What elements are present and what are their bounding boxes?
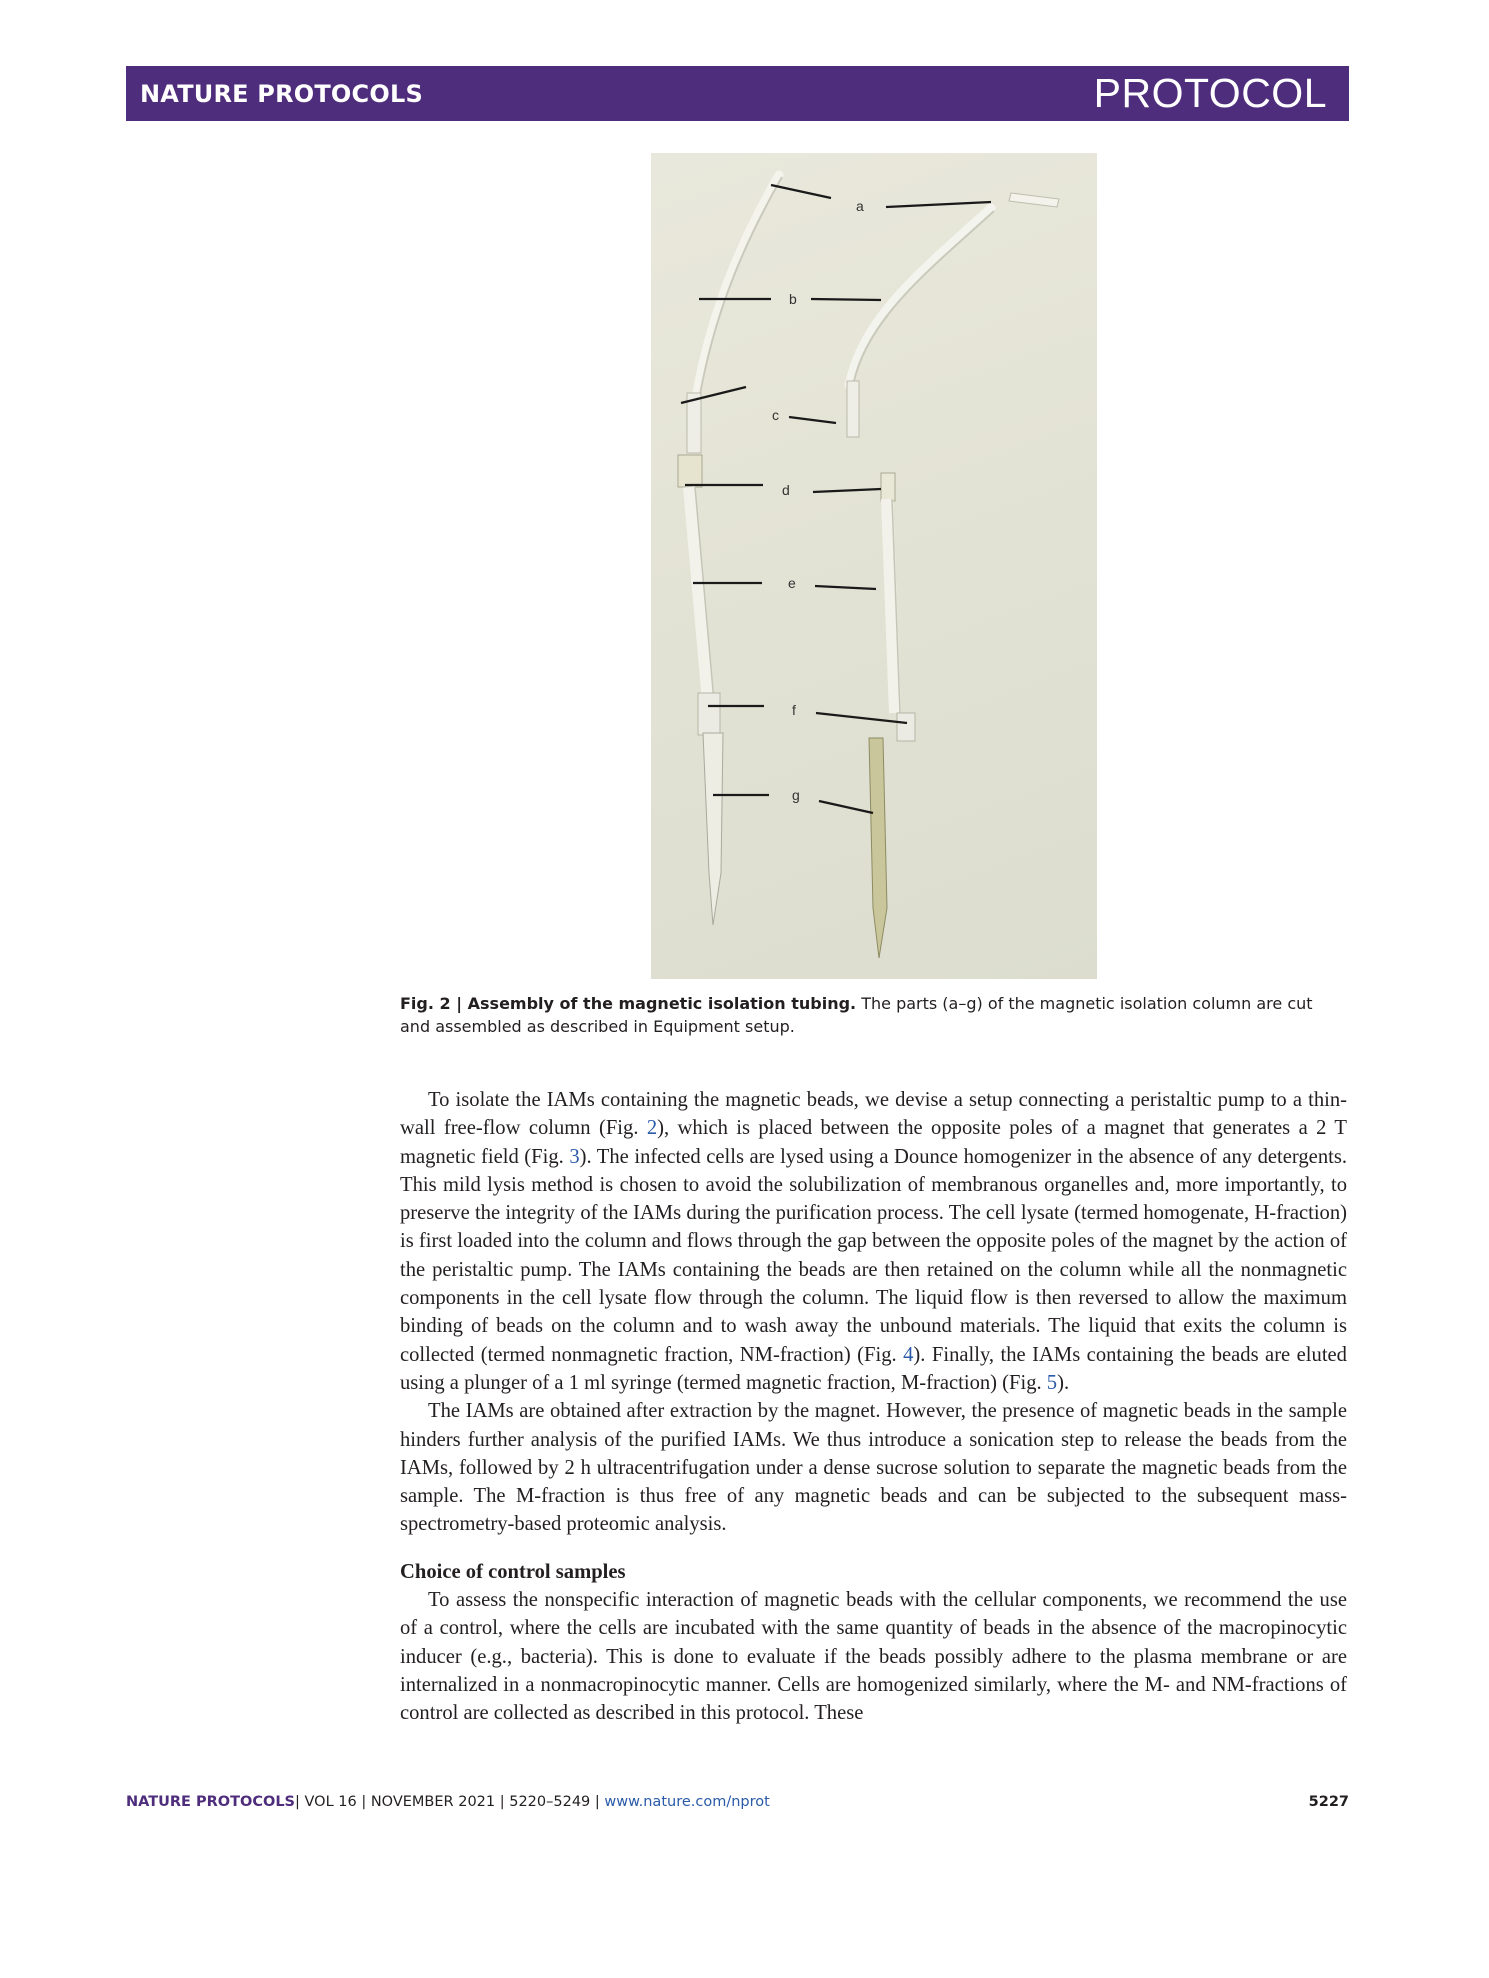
right-connector-c — [847, 381, 859, 437]
section-paragraph: To assess the nonspecific interaction of magnetic beads with the cellular components, we recommend the use of a control, where the cells are incubated with the same quantity of beads in the absence of the macropinocytic inducer (e.g., bacteria). This is done to evaluate if the beads possibly adhere to the plasma membrane or are internalized in a nonmacropinocytic manner. Cells are homogenized similarly, where the M- and NM-fractions of control are collected as described in this protocol. These — [400, 1589, 1347, 1725]
footer-journal: NATURE PROTOCOLS — [126, 1794, 296, 1810]
figure-label-c: c — [772, 407, 779, 423]
caption-title: Fig. 2 | Assembly of the magnetic isolation tubing. — [400, 994, 857, 1013]
caption-text: The parts (a–g) of the magnetic isolation column are cut and assembled as described in Equipment setup. — [400, 994, 1313, 1036]
right-piece-a — [1009, 193, 1059, 207]
paragraph-2: The IAMs are obtained after extraction by the magnet. However, the presence of magnetic beads in the sample hinders further analysis of the purified IAMs. We thus introduce a sonication step to release the beads from the IAMs, followed by 2 h ultracentrifugation under a dense sucrose solution to separate the magnetic beads from the sample. The M-fraction is thus free of any magnetic beads and can be subjected to the subsequent mass-spectrometry-based proteomic analysis. — [400, 1400, 1347, 1536]
header-banner — [126, 66, 1349, 121]
journal-name: NATURE PROTOCOLS — [140, 80, 423, 108]
fig-2-link[interactable]: 2 — [646, 1117, 658, 1140]
figure-label-e: e — [788, 575, 796, 591]
fig-3-link[interactable]: 3 — [569, 1145, 580, 1168]
right-tube-shadow — [854, 211, 994, 381]
fig-4-link[interactable]: 4 — [903, 1343, 914, 1366]
figure-label-f: f — [792, 702, 796, 718]
p1-text-4: ). Finally, the IAMs containing the beads are eluted using a plunger of a 1 ml syringe (termed magnetic fraction, M-fraction) (Fig. — [400, 1343, 1347, 1394]
figure-label-d: d — [782, 482, 790, 498]
left-column-e — [689, 487, 709, 713]
page-number: 5227 — [1308, 1794, 1349, 1810]
left-tube-shadow — [700, 177, 782, 395]
fig-5-link[interactable]: 5 — [1046, 1371, 1058, 1394]
footer-citation — [126, 1794, 770, 1810]
page-footer — [126, 1794, 1349, 1816]
article-type: PROTOCOL — [1093, 70, 1327, 116]
body-text — [400, 1086, 1347, 1728]
paragraph-1 — [400, 1086, 1347, 1397]
section-heading: Choice of control samples — [400, 1560, 626, 1583]
left-joint-f — [698, 693, 720, 735]
p1-text-2: ), which is placed between the opposite poles of a magnet that generates a 2 T magnetic field (Fig. — [400, 1117, 1347, 1168]
right-pipette-g — [869, 738, 887, 958]
footer-details: | VOL 16 | NOVEMBER 2021 | 5220–5249 | — [295, 1794, 605, 1810]
p1-text-1: To isolate the IAMs containing the magnetic beads, we devise a setup connecting a peristaltic pump to a thin-wall free-flow column (Fig. — [400, 1089, 1347, 1140]
right-tube — [849, 208, 991, 385]
left-connector-d — [678, 455, 702, 487]
right-connector-d — [881, 473, 895, 501]
footer-url-link[interactable]: www.nature.com/nprot — [604, 1794, 770, 1810]
p1-text-5: ). — [1057, 1371, 1070, 1394]
figure-photo — [651, 153, 1097, 979]
figure-label-b: b — [789, 291, 797, 307]
figure-label-a: a — [856, 198, 864, 214]
p1-text-3: ). The infected cells are lysed using a Dounce homogenizer in the absence of any detergents. This mild lysis method is chosen to avoid the solubilization of membranous organelles and, more importantly, to preserve the integrity of the IAMs during the purification process. The cell lysate (termed homogenate, H-fraction) is first loaded into the column and flows through the gap between the opposite poles of the magnet by the action of the peristaltic pump. The IAMs containing the beads are then retained on the column while all the nonmagnetic components in the cell lysate flow through the column. The liquid flow is then reversed to allow the maximum binding of beads on the column and to wash away the unbound materials. The liquid that exits the column is collected (termed nonmagnetic fraction, NM-fraction) (Fig. — [400, 1145, 1348, 1366]
tubing-photo-drawing — [651, 153, 1097, 979]
left-pipette-g — [703, 733, 723, 925]
figure-label-g: g — [792, 787, 800, 803]
figure-caption — [400, 992, 1347, 1038]
right-joint-f — [897, 713, 915, 741]
